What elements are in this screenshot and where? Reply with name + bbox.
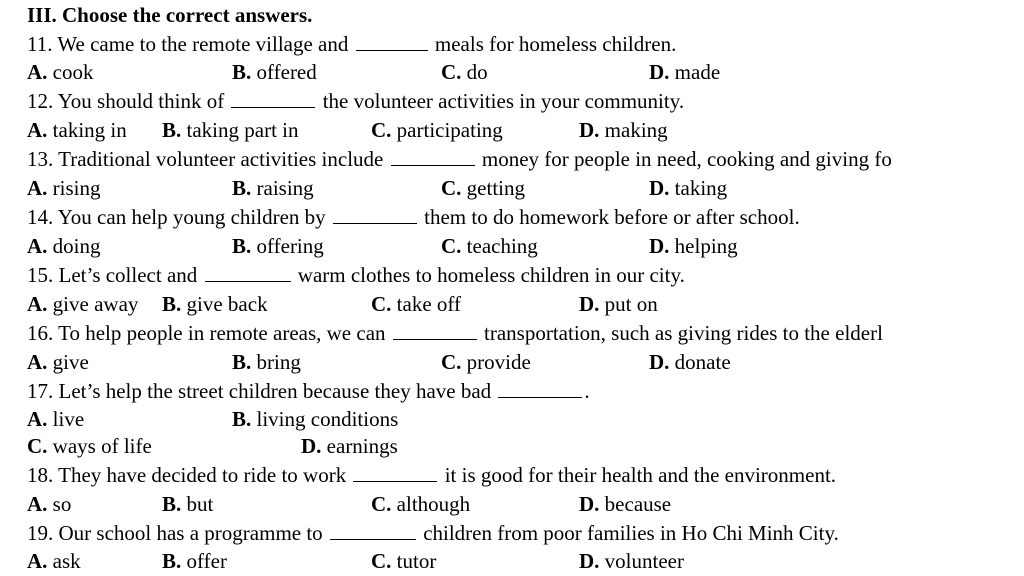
option-text: give back <box>186 292 268 316</box>
option-18-c[interactable] <box>371 491 470 517</box>
option-text: live <box>52 407 85 431</box>
option-letter: D. <box>579 292 600 316</box>
option-text: do <box>466 60 488 84</box>
option-15-d[interactable] <box>579 291 658 317</box>
option-text: provide <box>466 350 531 374</box>
question-text: 11. <box>27 32 53 56</box>
option-letter: B. <box>232 350 252 374</box>
option-text: but <box>186 492 214 516</box>
option-letter: A. <box>27 176 48 200</box>
question-text: 16. <box>27 321 54 345</box>
question-19 <box>27 520 839 546</box>
question-12 <box>27 88 684 114</box>
option-17-b[interactable] <box>232 406 398 432</box>
option-12-c[interactable] <box>371 117 503 143</box>
option-text: taking <box>674 176 728 200</box>
option-text: earnings <box>326 434 398 458</box>
answer-blank[interactable] <box>498 379 582 398</box>
question-17 <box>27 378 590 404</box>
question-text: 13. <box>27 147 54 171</box>
option-19-c[interactable] <box>371 548 436 574</box>
question-text: meals for homeless children. <box>434 32 677 56</box>
option-14-a[interactable] <box>27 233 101 259</box>
option-letter: B. <box>162 292 182 316</box>
option-13-b[interactable] <box>232 175 314 201</box>
option-letter: C. <box>371 549 392 573</box>
option-13-a[interactable] <box>27 175 101 201</box>
section-heading: III. Choose the correct answers. <box>27 3 313 27</box>
option-17-c[interactable] <box>27 433 152 459</box>
option-15-a[interactable] <box>27 291 138 317</box>
option-text: bring <box>256 350 301 374</box>
option-letter: B. <box>232 234 252 258</box>
question-text: 19. <box>27 521 54 545</box>
option-text: helping <box>674 234 738 258</box>
answer-blank[interactable] <box>333 205 417 224</box>
question-16 <box>27 320 883 346</box>
option-14-b[interactable] <box>232 233 324 259</box>
option-text: raising <box>256 176 314 200</box>
option-text: doing <box>52 234 101 258</box>
question-text: Let’s help the street children because they have bad <box>58 379 492 403</box>
option-text: ways of life <box>52 434 152 458</box>
question-text: We came to the remote village and <box>57 32 349 56</box>
option-17-a[interactable] <box>27 406 84 432</box>
option-text: volunteer <box>604 549 684 573</box>
option-letter: A. <box>27 407 48 431</box>
option-12-d[interactable] <box>579 117 668 143</box>
option-text: living conditions <box>256 407 399 431</box>
option-letter: D. <box>649 234 670 258</box>
option-letter: B. <box>162 549 182 573</box>
option-text: participating <box>396 118 503 142</box>
option-18-a[interactable] <box>27 491 71 517</box>
question-text: 12. <box>27 89 54 113</box>
question-text: it is good for their health and the environment. <box>444 463 837 487</box>
option-letter: D. <box>649 350 670 374</box>
option-text: although <box>396 492 471 516</box>
option-text: give away <box>52 292 139 316</box>
option-text: rising <box>52 176 101 200</box>
option-letter: A. <box>27 350 48 374</box>
option-letter: A. <box>27 60 48 84</box>
answer-blank[interactable] <box>205 263 291 282</box>
answer-blank[interactable] <box>391 147 475 166</box>
option-text: made <box>674 60 721 84</box>
answer-blank[interactable] <box>393 321 477 340</box>
question-text: 18. <box>27 463 54 487</box>
option-16-b[interactable] <box>232 349 301 375</box>
option-letter: A. <box>27 234 48 258</box>
option-letter: C. <box>371 118 392 142</box>
option-letter: C. <box>441 60 462 84</box>
question-text: 14. <box>27 205 54 229</box>
option-11-c[interactable] <box>441 59 488 85</box>
option-text: donate <box>674 350 731 374</box>
option-18-b[interactable] <box>162 491 213 517</box>
option-letter: D. <box>649 176 670 200</box>
question-text: To help people in remote areas, we can <box>58 321 386 345</box>
option-11-a[interactable] <box>27 59 94 85</box>
option-19-b[interactable] <box>162 548 227 574</box>
question-text: money for people in need, cooking and giving fo <box>481 147 892 171</box>
option-letter: A. <box>27 549 48 573</box>
option-15-b[interactable] <box>162 291 268 317</box>
option-text: offered <box>256 60 317 84</box>
question-text: Let’s collect and <box>58 263 198 287</box>
option-12-a[interactable] <box>27 117 127 143</box>
option-16-c[interactable] <box>441 349 531 375</box>
question-text: Traditional volunteer activities include <box>58 147 384 171</box>
option-text: take off <box>396 292 462 316</box>
option-text: put on <box>604 292 658 316</box>
option-15-c[interactable] <box>371 291 461 317</box>
option-text: offer <box>186 549 227 573</box>
option-11-b[interactable] <box>232 59 317 85</box>
option-letter: C. <box>27 434 48 458</box>
option-text: give <box>52 350 89 374</box>
question-18 <box>27 462 836 488</box>
question-text: They have decided to ride to work <box>58 463 347 487</box>
option-letter: A. <box>27 118 48 142</box>
option-text: because <box>604 492 672 516</box>
option-18-d[interactable] <box>579 491 671 517</box>
option-text: taking in <box>52 118 127 142</box>
option-letter: B. <box>162 492 182 516</box>
question-text: the volunteer activities in your community. <box>322 89 685 113</box>
question-text: transportation, such as giving rides to the elderl <box>484 321 883 345</box>
option-14-c[interactable] <box>441 233 538 259</box>
question-text: children from poor families in Ho Chi Minh City. <box>423 521 839 545</box>
option-letter: B. <box>232 60 252 84</box>
option-text: tutor <box>396 549 437 573</box>
option-letter: A. <box>27 492 48 516</box>
question-13 <box>27 146 892 172</box>
answer-blank[interactable] <box>353 463 437 482</box>
option-letter: C. <box>441 350 462 374</box>
option-text: cook <box>52 60 94 84</box>
question-text: Our school has a programme to <box>58 521 323 545</box>
option-16-a[interactable] <box>27 349 89 375</box>
option-16-d[interactable] <box>649 349 731 375</box>
option-text: making <box>604 118 668 142</box>
question-text: them to do homework before or after school. <box>424 205 800 229</box>
option-letter: B. <box>232 176 252 200</box>
answer-blank[interactable] <box>231 89 315 108</box>
question-text: warm clothes to homeless children in our city. <box>297 263 685 287</box>
answer-blank[interactable] <box>356 32 428 51</box>
question-text: You should think of <box>57 89 225 113</box>
option-text: getting <box>466 176 525 200</box>
answer-blank[interactable] <box>330 521 416 540</box>
option-19-d[interactable] <box>579 548 684 574</box>
option-letter: D. <box>579 118 600 142</box>
question-15 <box>27 262 685 288</box>
option-text: teaching <box>466 234 538 258</box>
option-17-d[interactable] <box>301 433 398 459</box>
question-11 <box>27 31 676 57</box>
option-14-d[interactable] <box>649 233 738 259</box>
option-letter: B. <box>162 118 182 142</box>
option-letter: C. <box>371 492 392 516</box>
option-text: so <box>52 492 72 516</box>
option-letter: C. <box>441 234 462 258</box>
question-14 <box>27 204 800 230</box>
question-text: . <box>584 379 590 403</box>
option-letter: B. <box>232 407 252 431</box>
option-13-c[interactable] <box>441 175 525 201</box>
option-text: taking part in <box>186 118 299 142</box>
question-text: You can help young children by <box>57 205 326 229</box>
option-text: offering <box>256 234 324 258</box>
option-letter: D. <box>301 434 322 458</box>
option-19-a[interactable] <box>27 548 81 574</box>
option-letter: D. <box>649 60 670 84</box>
option-letter: D. <box>579 549 600 573</box>
question-text: 17. <box>27 379 54 403</box>
option-13-d[interactable] <box>649 175 727 201</box>
option-letter: A. <box>27 292 48 316</box>
option-letter: C. <box>371 292 392 316</box>
option-letter: C. <box>441 176 462 200</box>
option-text: ask <box>52 549 81 573</box>
option-11-d[interactable] <box>649 59 720 85</box>
option-letter: D. <box>579 492 600 516</box>
question-text: 15. <box>27 263 54 287</box>
option-12-b[interactable] <box>162 117 299 143</box>
